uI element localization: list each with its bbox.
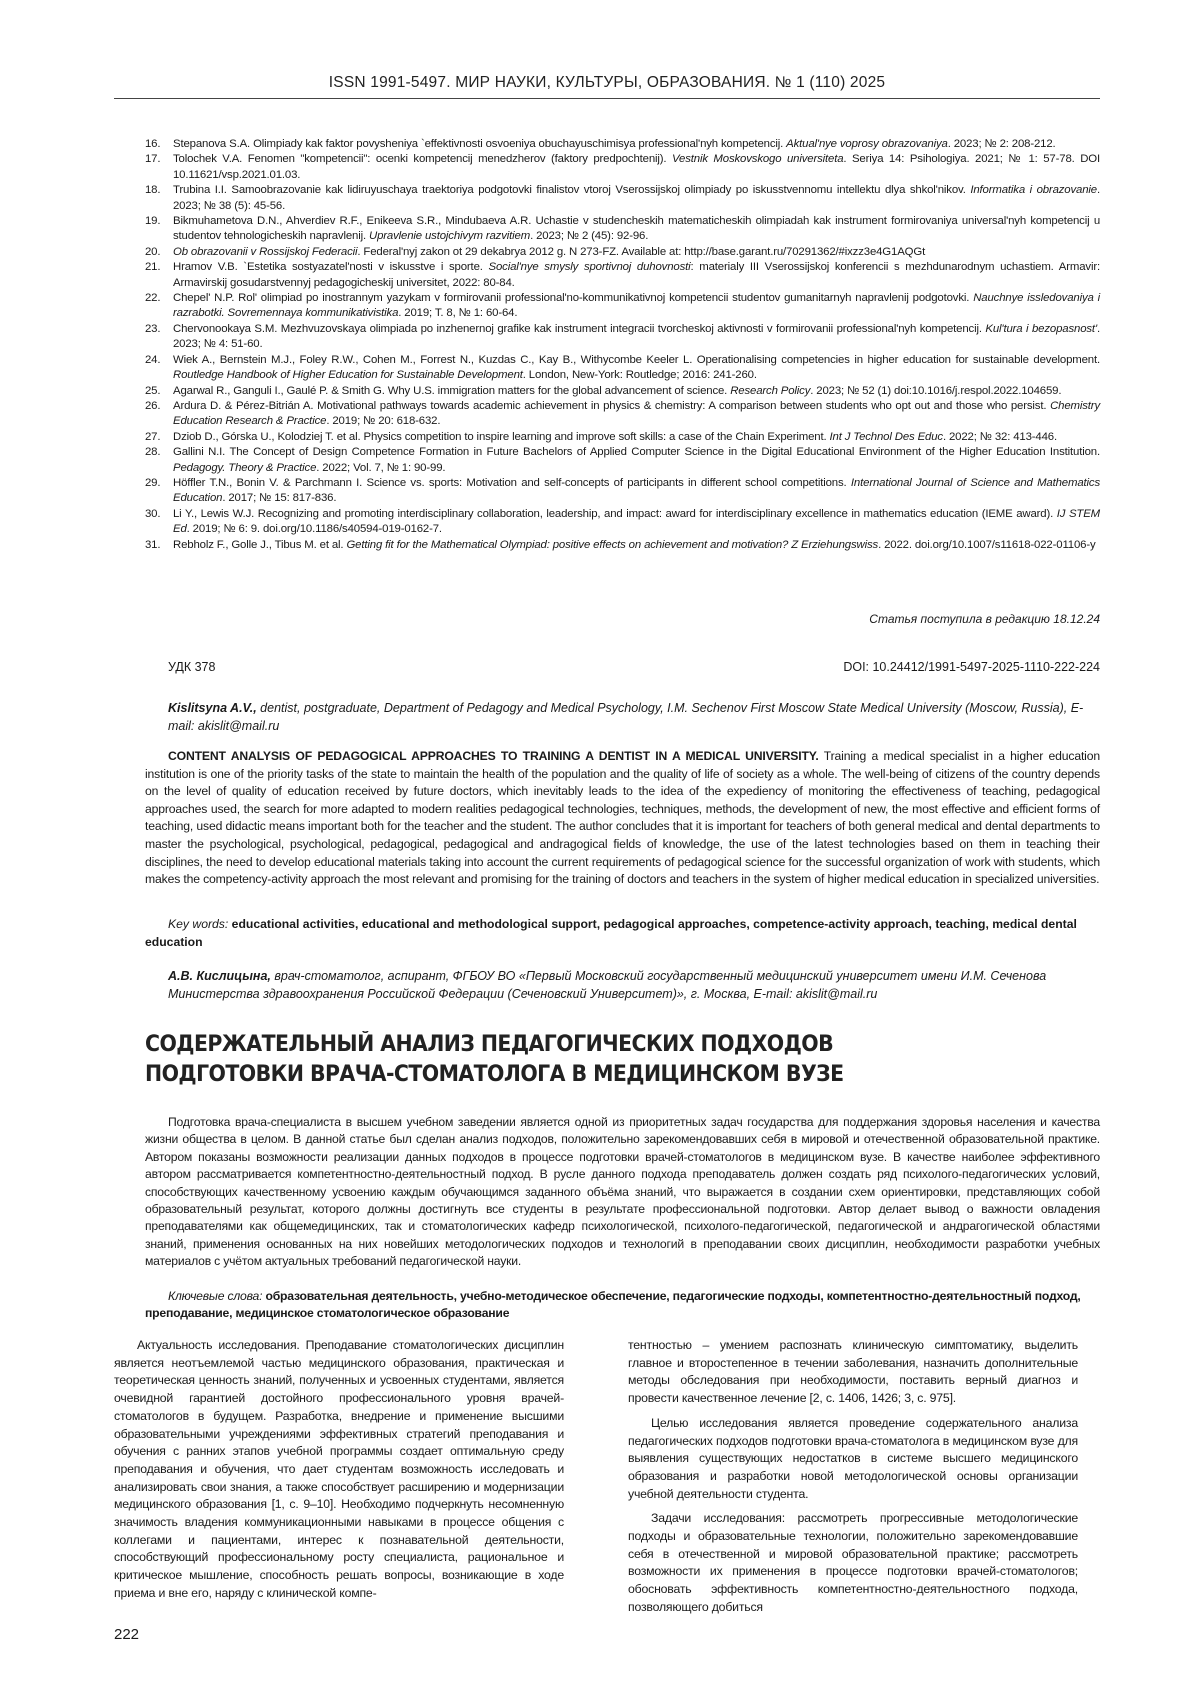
reference-text: Agarwal R., Ganguli I., Gaulé P. & Smith G. Why U.S. immigration matters for the global advancement of science. <box>173 385 730 397</box>
reference-number: 23. <box>145 322 160 337</box>
reference-item <box>145 137 1100 152</box>
journal-page <box>0 0 1200 1697</box>
reference-list <box>145 137 1100 553</box>
udk-code: УДК 378 <box>168 660 215 674</box>
reference-text: Trubina I.I. Samoobrazovanie kak lidiruyuschaya traektoriya podgotovki finalistov vtoroj Vserossijskoj olimpiady po iskusstvennomu intellektu dlya shkol'nikov. <box>173 184 970 196</box>
reference-source: Getting fit for the Mathematical Olympiad: positive effects on achievement and motivation? Z Erziehungswiss <box>346 539 878 551</box>
body-paragraph: Актуальность исследования. Преподавание стоматологических дисциплин является неотъемлемой частью медицинского образования, практическая и теоретическая ценность знаний, полученных и усвоенных студентами, является очевидной гарантией достойного профессионального уровня врачей-стоматологов в будущем. Разработка, внедрение и применение высшими образовательными учреждениями эффективных стратегий преподавания и обучения с ранних этапов учебной программы создает оптимальную среду преподавания и обучения, что дает студентам возможность исследовать и анализировать свои знания, а также способствует расширению и модернизации медицинского образования [1, с. 9–10]. Необходимо подчеркнуть несомненную значимость владения коммуникационными навыками в процессе общения с коллегами и пациентами, интерес к познавательной деятельности, способствующий профессиональному росту специалиста, рациональное и критическое мышление, способность решать вопросы, возникающие в ходе приема и вне его, наряду с клинической компе- <box>114 1337 564 1603</box>
reference-text: Chepel' N.P. Rol' olimpiad po inostrannym yazykam v formirovanii professional'no-kommunikativnoj kompetencii studentov gumanitarnyh napravlenij podgotovki. <box>173 292 973 304</box>
reference-item <box>145 353 1100 384</box>
reference-number: 31. <box>145 538 160 553</box>
reference-details: . London, New-York: Routledge; 2016: 241-260. <box>523 369 757 381</box>
reference-number: 27. <box>145 430 160 445</box>
body-paragraph: Задачи исследования: рассмотреть прогрессивные методологические подходы и образовательные технологии, положительно зарекомендовавшие себя в отечественной и мировой образовательной практике; рассмотреть возможности их применения в процессе подготовки врачей-стоматологов; обосновать эффективность компетентностно-деятельностного подхода, позволяющего добиться <box>628 1510 1078 1616</box>
reference-item <box>145 538 1100 553</box>
body-column-right <box>628 1337 1078 1617</box>
reference-details: . Federal'nyj zakon ot 29 dekabrya 2012 g. N 273-FZ. Available at: http://base.garant.ru/70291362/#ixzz3e4G1AQGt <box>357 246 925 258</box>
reference-number: 20. <box>145 245 160 260</box>
reference-source: Upravlenie ustojchivym razvitiem <box>369 230 530 242</box>
reference-source: Pedagogy. Theory & Practice <box>173 462 316 474</box>
reference-source: Ob obrazovanii v Rossijskoj Federacii <box>173 246 357 258</box>
keywords-en <box>145 916 1100 951</box>
reference-source: Kul'tura i bezopasnost' <box>985 323 1097 335</box>
running-head: ISSN 1991-5497. МИР НАУКИ, КУЛЬТУРЫ, ОБРАЗОВАНИЯ. № 1 (110) 2025 <box>114 74 1100 92</box>
reference-text: Bikmuhametova D.N., Ahverdiev R.F., Enikeeva S.R., Mindubaeva A.R. Uchastie v studencheskih matematicheskih olimpiadah kak instrument formirovaniya universal'nyh kompetencij u studentov tehnologicheskih napravlenij. <box>173 215 1100 242</box>
reference-details: . 2023; № 52 (1) doi:10.1016/j.respol.2022.104659. <box>810 385 1061 397</box>
author-info-ru <box>168 968 1100 1003</box>
reference-details: . Seriya 14: Psihologiya. 2021; № 1: 57-78. DOI 10.11621/vsp.2021.01.03. <box>173 153 1100 180</box>
keywords-ru-list: образовательная деятельность, учебно-методическое обеспечение, педагогические подходы, компетентностно-деятельностный подход, преподавание, медицинское стоматологическое образование <box>145 1289 1081 1320</box>
reference-details: . 2019; № 20: 618-632. <box>326 415 440 427</box>
reference-item <box>145 214 1100 245</box>
reference-source: International Journal of Science and Mathematics Education <box>173 477 1100 504</box>
reference-details: . 2023; № 2: 208-212. <box>948 138 1056 150</box>
reference-item <box>145 245 1100 260</box>
header-rule <box>114 98 1100 99</box>
reference-details: . 2022. doi.org/10.1007/s11618-022-01106-y <box>878 539 1095 551</box>
reference-number: 28. <box>145 445 160 460</box>
reference-text: Li Y., Lewis W.J. Recognizing and promoting interdisciplinary collaboration, leadership, and impact: award for interdisciplinary excellence in mathematics education (IEME award). <box>173 508 1057 520</box>
reference-number: 19. <box>145 214 160 229</box>
reference-details: : materialy III Vserossijskoj konferencii s mezhdunarodnym uchastiem. Armavir: Armavirskij gosudarstvennyj pedagogicheskij universitet, 2022: 80-84. <box>173 261 1100 288</box>
body-paragraph: тентностью – умением распознать клиническую симптоматику, выделить главное и второстепенное в течении заболевания, назначить дополнительные методы обследования при необходимости, поставить верный диагноз и провести качественное лечение [2, с. 1406, 1426; 3, с. 975]. <box>628 1337 1078 1408</box>
body-column-left <box>114 1337 564 1603</box>
reference-number: 25. <box>145 384 160 399</box>
reference-text: Rebholz F., Golle J., Tibus M. et al. <box>173 539 346 551</box>
received-note: Статья поступила в редакцию 18.12.24 <box>114 612 1100 626</box>
reference-item <box>145 152 1100 183</box>
reference-item <box>145 322 1100 353</box>
reference-text: Chervonookaya S.M. Mezhvuzovskaya olimpiada po inzhenernoj grafike kak instrument integracii tvorcheskoj aktivnosti v formirovanii professional'nyh kompetencij. <box>173 323 985 335</box>
reference-details: . 2023; № 4: 51-60. <box>173 323 1100 350</box>
reference-item <box>145 507 1100 538</box>
reference-text: Gallini N.I. The Concept of Design Competence Formation in Future Bachelors of Applied Computer Science in the Digital Educational Environment of the Higher Education Institution. <box>173 446 1100 458</box>
reference-source: Vestnik Moskovskogo universiteta <box>672 153 843 165</box>
reference-item <box>145 476 1100 507</box>
reference-item <box>145 430 1100 445</box>
article-title-ru-line-2: ПОДГОТОВКИ ВРАЧА-СТОМАТОЛОГА В МЕДИЦИНСКОМ ВУЗЕ <box>145 1060 1033 1090</box>
author-details-ru: врач-стоматолог, аспирант, ФГБОУ ВО «Первый Московский государственный медицинский университет имени И.М. Сеченова Министерства здравоохранения Российской Федерации (Сеченовский Университет)», г. Москва, E-mail: akislit@mail.ru <box>168 969 1046 1001</box>
reference-number: 17. <box>145 152 160 167</box>
reference-source: Social'nye smysly sportivnoj duhovnosti <box>489 261 691 273</box>
reference-text: Hramov V.B. `Estetika sostyazatel'nosti v iskusstve i sporte. <box>173 261 489 273</box>
author-details-en: dentist, postgraduate, Department of Pedagogy and Medical Psychology, I.M. Sechenov First Moscow State Medical University (Moscow, Russia), E-mail: akislit@mail.ru <box>168 701 1083 733</box>
reference-text: Höffler T.N., Bonin V. & Parchmann I. Science vs. sports: Motivation and self-concepts of participants in different school competitions. <box>173 477 851 489</box>
reference-item <box>145 260 1100 291</box>
reference-source: Chemistry Education Research & Practice <box>173 400 1100 427</box>
keywords-en-list: educational activities, educational and methodological support, pedagogical approaches, competence-activity approach, teaching, medical dental education <box>145 917 1077 949</box>
reference-text: Dziob D., Górska U., Kolodziej T. et al. Physics competition to inspire learning and improve soft skills: a case of the Chain Experiment. <box>173 431 830 443</box>
page-number: 222 <box>114 1626 139 1643</box>
reference-number: 21. <box>145 260 160 275</box>
reference-number: 24. <box>145 353 160 368</box>
reference-text: Stepanova S.A. Olimpiady kak faktor povysheniya `effektivnosti osvoeniya obuchayuschimisya professional'nyh kompetencij. <box>173 138 786 150</box>
author-name-en: Kislitsyna A.V., <box>168 701 257 715</box>
article-title-ru-line-1: СОДЕРЖАТЕЛЬНЫЙ АНАЛИЗ ПЕДАГОГИЧЕСКИХ ПОДХОДОВ <box>145 1030 1033 1060</box>
abstract-en-text: Training a medical specialist in a higher education institution is one of the priority tasks of the state to maintain the health of the population and the quality of life of society as a whole. The well-being of citizens of the country depends on the level of quality of education received by future doctors, which inevitably leads to the idea of the expediency of monitoring the effectiveness of teaching, pedagogical approaches used, the search for more adapted to modern realities pedagogical technologies, techniques, methods, the development of new, the most effective and efficient forms of teaching, used didactic means important both for the teacher and the student. The author concludes that it is important for teachers of both general medical and dental departments to master the psychological, psychological, pedagogical, pedagogical and andragogical fields of knowledge, the use of the latest technologies based on them in teaching their disciplines, the need to develop educational materials taking into account the current requirements of pedagogical science for the successful organization of work with students, which makes the competency-activity approach the most relevant and promising for the training of doctors and teachers in the system of higher medical education in specialized universities. <box>145 749 1100 886</box>
reference-number: 30. <box>145 507 160 522</box>
reference-item <box>145 445 1100 476</box>
reference-details: . 2019; T. 8, № 1: 60-64. <box>398 307 517 319</box>
reference-source: Int J Technol Des Educ <box>830 431 943 443</box>
reference-details: . 2022; Vol. 7, № 1: 90-99. <box>316 462 445 474</box>
body-paragraph: Целью исследования является проведение содержательного анализа педагогических подходов подготовки врача-стоматолога в медицинском вузе для выявления существующих недостатков в системе высшего медицинского образования и разработки новой методологической основы организации учебной деятельности студента. <box>628 1415 1078 1504</box>
reference-source: IJ STEM Ed <box>173 508 1100 535</box>
reference-item <box>145 399 1100 430</box>
reference-number: 26. <box>145 399 160 414</box>
reference-number: 29. <box>145 476 160 491</box>
reference-details: . 2023; № 2 (45): 92-96. <box>530 230 648 242</box>
abstract-en <box>145 748 1100 889</box>
keywords-ru-label: Ключевые слова: <box>168 1289 262 1303</box>
reference-item <box>145 183 1100 214</box>
reference-details: . 2022; № 32: 413-446. <box>943 431 1057 443</box>
reference-details: . 2017; № 15: 817-836. <box>222 492 336 504</box>
reference-source: Research Policy <box>730 385 810 397</box>
reference-source: Nauchnye issledovaniya i razrabotki. Sovremennaya kommunikativistika <box>173 292 1100 319</box>
reference-number: 22. <box>145 291 160 306</box>
reference-number: 18. <box>145 183 160 198</box>
keywords-ru <box>145 1288 1100 1323</box>
reference-details: . 2023; № 38 (5): 45-56. <box>173 184 1100 211</box>
author-info-en <box>168 700 1100 735</box>
reference-details: . 2019; № 6: 9. doi.org/10.1186/s40594-019-0162-7. <box>187 523 442 535</box>
author-name-ru: А.В. Кислицына, <box>168 969 271 983</box>
doi-link[interactable]: DOI: 10.24412/1991-5497-2025-1110-222-224 <box>843 660 1100 674</box>
article-title-ru <box>145 1030 1033 1090</box>
reference-source: Aktual'nye voprosy obrazovaniya <box>786 138 948 150</box>
reference-text: Wiek A., Bernstein M.J., Foley R.W., Cohen M., Forrest N., Kuzdas C., Kay B., Withycombe Keeler L. Operationalising competencies in higher education for sustainable development. <box>173 354 1100 366</box>
reference-source: Informatika i obrazovanie <box>970 184 1097 196</box>
article-title-en: CONTENT ANALYSIS OF PEDAGOGICAL APPROACHES TO TRAINING A DENTIST IN A MEDICAL UNIVERSITY. <box>168 749 819 763</box>
reference-source: Routledge Handbook of Higher Education for Sustainable Development <box>173 369 523 381</box>
reference-text: Ardura D. & Pérez-Bitrián A. Motivational pathways towards academic achievement in physics & chemistry: A comparison between students who opt out and those who persist. <box>173 400 1050 412</box>
reference-number: 16. <box>145 137 160 152</box>
keywords-en-label: Key words: <box>168 917 228 931</box>
abstract-ru: Подготовка врача-специалиста в высшем учебном заведении является одной из приоритетных задач государства для поддержания здоровья населения и качества жизни общества в целом. В данной статье был сделан анализ подходов, положительно зарекомендовавших себя в мировой и отечественной образовательной практике. Автором показаны возможности реализации данных подходов в процессе подготовки врачей-стоматологов в медицинском вузе. В качестве наиболее эффективного автором рассматривается компетентностно-деятельностный подход. В русле данного подхода преподаватель должен создать ряд психолого-педагогических условий, способствующих качественному усвоению каждым обучающимся заданного объёма знаний, что выражается в создании схем ориентировки, представляющих собой образовательный результат, которого должны достигнуть все студенты в результате профессиональной подготовки. Автор делает вывод о важности овладения преподавателями как общемедицинских, так и стоматологических кафедр психологической, психолого-педагогической, педагогической и андрагогической областями знаний, применения основанных на них новейших методологических подходов и технологий в преподавании своих дисциплин, необходимости разработки учебных материалов с учётом актуальных требований педагогической науки. <box>145 1114 1100 1271</box>
reference-text: Tolochek V.A. Fenomen "kompetencii": ocenki kompetencij menedzherov (faktory predpochtenij). <box>173 153 672 165</box>
reference-item <box>145 291 1100 322</box>
reference-item <box>145 384 1100 399</box>
